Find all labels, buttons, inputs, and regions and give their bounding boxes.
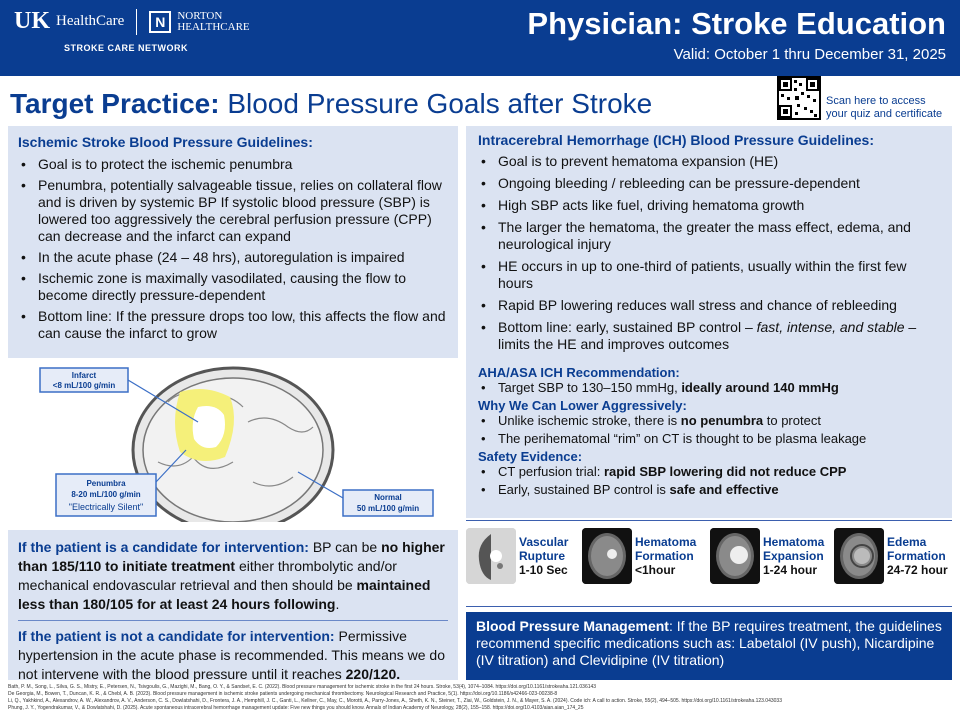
ich-bottom-t2: – limits the HE and improves outcomes <box>498 319 917 352</box>
reference-item: De Georgia, M., Bowen, T., Duncan, K. R., & Chebl, A. B. (2023). Blood pressure management in ischemic stroke patients undergoing mechanical thrombectomy. Neurological Research and Practice, 5(1). https://doi.org/10.1186/s42466-023-00238-8 <box>8 691 558 697</box>
why1-b: no penumbra <box>680 413 764 428</box>
hematoma-expansion-ct-image <box>710 528 760 584</box>
timeline-label-l2: Rupture <box>519 549 565 563</box>
timeline-item <box>466 528 568 584</box>
normal-label: Normal <box>374 493 402 502</box>
candidate-no-lead: If the patient is not a candidate for intervention: <box>18 628 335 644</box>
qr-caption-line2: your quiz and certificate <box>826 108 943 120</box>
edema-formation-ct-image <box>834 528 884 584</box>
timeline-label-l2: Formation <box>887 549 946 563</box>
timeline-label-l1: Edema <box>887 535 927 549</box>
bpm-lead: Blood Pressure Management <box>476 618 669 634</box>
timeline-time: 1-24 hour <box>763 563 818 577</box>
timeline-item <box>834 528 948 584</box>
uk-logo: UK <box>14 8 50 34</box>
why-bullet <box>478 413 940 428</box>
vascular-rupture-image <box>466 528 516 584</box>
bp-management-panel <box>466 612 952 680</box>
timeline-label-l1: Hematoma <box>763 535 825 549</box>
candidate-no-t1: Permissive hypertension in the acute phase is recommended. This means we do not intervene with the blood pressure until it reaches <box>18 628 445 682</box>
qr-code-icon[interactable] <box>777 76 821 120</box>
logo <box>14 8 250 53</box>
ich-bullet: • Rapid BP lowering reduces wall stress and chance of rebleeding <box>478 297 940 314</box>
timeline-label-l1: Hematoma <box>635 535 697 549</box>
page-title-bold: Target Practice: <box>10 88 220 119</box>
ich-panel <box>466 126 952 518</box>
qr-caption-line1: Scan here to access <box>826 95 926 107</box>
timeline-time: 1-10 Sec <box>519 563 568 577</box>
ich-bottom-italic: fast, intense, and stable <box>756 319 905 335</box>
candidate-no-b1: 220/120. <box>345 666 401 682</box>
s2-b: safe and effective <box>669 482 779 497</box>
norton-logo-icon: N <box>149 11 171 33</box>
ischemic-bullet: • Goal is to protect the ischemic penumbra <box>18 156 448 173</box>
penumbra-note: "Electrically Silent" <box>68 502 144 512</box>
ich-bullet: • HE occurs in up to one-third of patients, usually within the first few hours <box>478 258 940 292</box>
page-title-rest: Blood Pressure Goals after Stroke <box>219 88 653 119</box>
candidate-yes-t2: either thrombolytic and/or mechanical endovascular retrieval and then should be <box>18 558 397 593</box>
s2-t: Early, sustained BP control is <box>498 482 670 497</box>
reference-item: Li, Q., Yakhkind, A., Alexandrov, A. W., Alexandrov, A. V., Anderson, C. S., Dowlatshahi, D., Frontera, J. A., Hemphill, J. C., Ganti, L., Kellner, C., May, C., Morotti, A., Parry-Jones, A., Sheth, K. N., Steiner, T., Ziai, W., Goldstein, J. N., & Mayer, S. A. (2024). Code ich: A call to action. Stroke, 55(2), 494–505. https://doi.org/10.1161/strokeaha.123.043033 <box>8 698 782 704</box>
timeline-label-l2: Formation <box>635 549 694 563</box>
ich-bullet: • Goal is to prevent hematoma expansion (HE) <box>478 153 940 170</box>
page-title <box>10 88 652 120</box>
healthcare-label: HealthCare <box>56 13 125 29</box>
candidate-yes-lead: If the patient is a candidate for intervention: <box>18 539 309 555</box>
timeline-bottom-rule <box>466 606 952 607</box>
timeline-label-l1: Vascular <box>519 535 569 549</box>
aha-b1: ideally around 140 mmHg <box>681 380 839 395</box>
timeline-label <box>763 535 824 577</box>
timeline-top-rule <box>466 520 952 521</box>
reference-item: Phung, J. Y., Yogendrakumar, V., & Dowlatshahi, D. (2025). Acute spontaneous intracerebral hemorrhage management update: Five new things you should know. Annals of Indian Academy of Neurology, 28(2), 155–158. https://doi.org/10.4103/aian.aian_174_25 <box>8 705 584 711</box>
candidate-yes-t1: BP can be <box>308 539 382 555</box>
infarct-value: <8 mL/100 g/min <box>52 381 116 390</box>
ich-bullet: • The larger the hematoma, the greater the mass effect, edema, and neurological injury <box>478 219 940 253</box>
hematoma-formation-ct-image <box>582 528 632 584</box>
ischemic-bullet: • Penumbra, potentially salvageable tissue, relies on collateral flow and is driven by systemic BP If systolic blood pressure (SBP) is lowered too aggressively the cerebral perfusion pressure (CPP) can decrease and the infarct can expand <box>18 177 448 245</box>
timeline-label <box>519 535 568 577</box>
ischemic-bullet: • Bottom line: If the pressure drops too low, this affects the flow and can cause the infarct to grow <box>18 308 448 342</box>
s1-b: rapid SBP lowering did not reduce CPP <box>603 464 847 479</box>
ich-timeline <box>466 520 952 606</box>
candidate-no-text <box>18 627 448 684</box>
why-title: Why We Can Lower Aggressively: <box>478 398 687 413</box>
candidate-yes-b1: no higher than 185/110 to initiate treatment <box>18 539 445 574</box>
ich-bullet: • High SBP acts like fuel, driving hematoma growth <box>478 197 940 214</box>
timeline-item <box>582 528 696 584</box>
header-title: Physician: Stroke Education <box>527 6 946 41</box>
candidate-yes-text <box>18 538 448 614</box>
brain-illustration <box>8 362 458 522</box>
norton-label: NORTON HEALTHCARE <box>177 9 250 33</box>
why-bullet: • The perihematomal “rim” on CT is thought to be plasma leakage <box>478 431 940 446</box>
timeline-time: 24-72 hour <box>887 563 948 577</box>
ich-title: Intracerebral Hemorrhage (ICH) Blood Pressure Guidelines: <box>478 132 874 148</box>
timeline-label-l2: Expansion <box>763 549 824 563</box>
safety-bullet <box>478 482 940 497</box>
ich-bottom-line <box>478 319 940 353</box>
ischemic-bullet: • Ischemic zone is maximally vasodilated, causing the flow to become directly pressure-dependent <box>18 270 448 304</box>
candidate-panel <box>8 530 458 680</box>
penumbra-value: 8-20 mL/100 g/min <box>71 490 141 499</box>
timeline-label <box>887 535 948 577</box>
candidate-divider <box>18 620 448 621</box>
ischemic-bullet: • In the acute phase (24 – 48 hrs), autoregulation is impaired <box>18 249 448 266</box>
why1-t: Unlike ischemic stroke, there is <box>498 413 681 428</box>
infarct-label: Infarct <box>71 371 97 380</box>
bpm-text: : If the BP requires treatment, the guidelines recommend specific medications such as: Labetalol (IV push), Nicardipine (IV titration) and Clevidipine (IV titration) <box>476 618 942 668</box>
references <box>8 684 952 712</box>
ich-bottom-t1: Bottom line: early, sustained BP control – <box>498 319 757 335</box>
safety-title: Safety Evidence: <box>478 449 583 464</box>
s1-t: CT perfusion trial: <box>498 464 604 479</box>
timeline-time: <1hour <box>635 563 676 577</box>
penumbra-label: Penumbra <box>86 479 126 488</box>
header-bar <box>0 0 960 76</box>
normal-value: 50 mL/100 g/min <box>356 504 420 513</box>
valid-dates: Valid: October 1 thru December 31, 2025 <box>673 46 946 63</box>
qr-caption <box>826 95 956 121</box>
timeline-label <box>635 535 696 577</box>
aha-t1: Target SBP to 130–150 mmHg, <box>498 380 682 395</box>
aha-bullet <box>478 380 940 395</box>
safety-bullet <box>478 464 940 479</box>
ich-bullet: • Ongoing bleeding / rebleeding can be pressure-dependent <box>478 175 940 192</box>
aha-title: AHA/ASA ICH Recommendation: <box>478 365 680 380</box>
reference-item: Bath, P. M., Song, L., Silva, G. S., Mistry, E., Petersen, N., Tsivgoulis, G., Mazighi, M., Bang, O. Y., & Sandset, E. C. (2022). Blood pressure management for ischemic stroke in the first 24 hours. Stroke, 53(4), 1074–1084. https://doi.org/10.1161/strokeaha.121.036143 <box>8 684 597 690</box>
timeline-item <box>710 528 824 584</box>
candidate-yes-t3: . <box>335 596 340 612</box>
network-label: STROKE CARE NETWORK <box>64 43 188 53</box>
logo-divider <box>136 9 137 35</box>
why1-t2: to protect <box>763 413 821 428</box>
ischemic-title: Ischemic Stroke Blood Pressure Guidelines: <box>18 134 313 150</box>
ischemic-panel <box>8 126 458 358</box>
candidate-yes-b2: maintained less than 180/105 for at least 24 hours following <box>18 577 431 612</box>
